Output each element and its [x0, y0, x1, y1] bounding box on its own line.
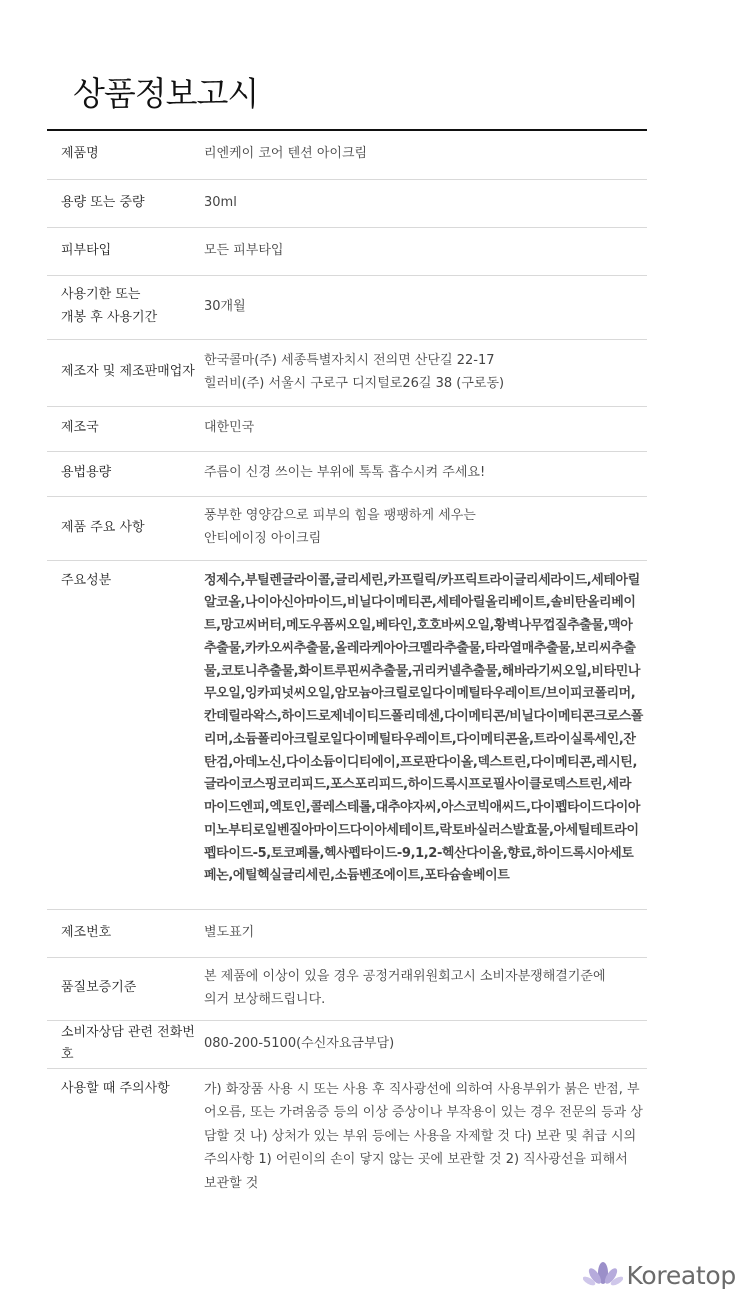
row-usage — [47, 451, 647, 496]
row-country — [47, 406, 647, 451]
value-key-features: 풍부한 영양감으로 피부의 힘을 팽팽하게 세우는 안티에이징 아이크림 — [203, 496, 647, 560]
label-quality: 품질보증기준 — [47, 957, 203, 1020]
brand-logo — [583, 1260, 736, 1290]
row-manufacturer — [47, 339, 647, 406]
brand-name: Koreatop — [626, 1260, 736, 1290]
row-precautions — [47, 1069, 647, 1196]
value-product-name: 리엔케이 코어 텐션 아이크림 — [203, 131, 647, 179]
label-lot-number: 제조번호 — [47, 909, 203, 957]
value-ingredients: 정제수,부틸렌글라이콜,글리세린,카프릴릭/카프릭트라이글리세라이드,세테아릴알코올,나이아신아마이드,비닐다이메티콘,세테아릴올리베이트,솔비탄올리베이트,망고씨버터,메도우폼씨오일,베타인,호호바씨오일,황벽나무껍질추출물,맥아추출물,카카오씨추출물,올레라케아아크멜라추출물,타라열매추출물,보리씨추출물,코토니추출물,화이트루핀씨추출물,귀리커넬추출물,해바라기씨오일,비타민나무오일,잉카피넛씨오일,암모늄아크릴로일다이메틸타우레이트/브이피코폴리머,칸데릴라왁스,하이드로제네이티드폴리데센,다이메티콘/비닐다이메티콘크로스폴리머,소듐폴리아크릴로일다이메틸타우레이트,다이메티콘올,트라이실록세인,잔탄검,아데노신,다이소듐이디티에이,프로판다이올,덱스트린,다이메티콘,레시틴,글라이코스핑코리피드,포스포리피드,하이드록시프로필사이클로덱스트린,세라마이드엔피,엑토인,콜레스테롤,대추야자씨,아스코빅애씨드,다이펩타이드다이아미노부티로일벤질아마이드다이아세테이트,락토바실러스발효물,아세틸테트라이펩타이드-5,토코페롤,헥사펩타이드-9,1,2-헥산다이올,향료,하이드록시아세토페논,에틸헥실글리세린,소듐벤조에이트,포타슘솔베이트 — [203, 560, 647, 909]
value-precautions: 가) 화장품 사용 시 또는 사용 후 직사광선에 의하여 사용부위가 붉은 반점, 부어오름, 또는 가려움증 등의 이상 증상이나 부작용이 있는 경우 전문의 등과 상담할 것 나) 상처가 있는 부위 등에는 사용을 자제할 것 다) 보관 및 취급 시의 주의사항 1) 어린이의 손이 닿지 않는 곳에 보관할 것 2) 직사광선을 피해서 보관할 것 — [204, 1082, 643, 1191]
label-country: 제조국 — [47, 406, 203, 451]
label-volume: 용량 또는 중량 — [47, 179, 203, 227]
value-usage: 주름이 신경 쓰이는 부위에 톡톡 흡수시켜 주세요! — [203, 451, 647, 496]
row-product-name — [47, 131, 647, 179]
label-precautions: 사용할 때 주의사항 — [61, 1081, 170, 1096]
row-skin-type — [47, 227, 647, 275]
label-phone: 소비자상담 관련 전화번호 — [47, 1020, 203, 1069]
value-manufacturer: 한국콜마(주) 세종특별자치시 전의면 산단길 22-17 힐러비(주) 서울시 구로구 디지털로26길 38 (구로동) — [203, 339, 647, 406]
label-expiry: 사용기한 또는 개봉 후 사용기간 — [47, 275, 203, 339]
value-country: 대한민국 — [203, 406, 647, 451]
product-info-table — [47, 131, 647, 1196]
value-skin-type: 모든 피부타입 — [203, 227, 647, 275]
label-skin-type: 피부타입 — [47, 227, 203, 275]
label-manufacturer: 제조자 및 제조판매업자 — [47, 339, 203, 406]
label-key-features: 제품 주요 사항 — [47, 496, 203, 560]
lotus-icon — [583, 1260, 623, 1290]
label-usage: 용법용량 — [47, 451, 203, 496]
label-ingredients: 주요성분 — [47, 560, 203, 909]
value-quality: 본 제품에 이상이 있을 경우 공정거래위원회고시 소비자분쟁해결기준에 의거 보상해드립니다. — [203, 957, 647, 1020]
row-quality — [47, 957, 647, 1020]
label-product-name: 제품명 — [47, 131, 203, 179]
row-key-features — [47, 496, 647, 560]
value-phone: 080-200-5100(수신자요금부담) — [203, 1020, 647, 1069]
value-expiry: 30개월 — [203, 275, 647, 339]
row-lot-number — [47, 909, 647, 957]
value-volume: 30ml — [203, 179, 647, 227]
page-title: 상품정보고시 — [73, 74, 259, 113]
row-ingredients — [47, 560, 647, 909]
row-expiry — [47, 275, 647, 339]
row-phone — [47, 1020, 647, 1069]
value-lot-number: 별도표기 — [203, 909, 647, 957]
row-volume — [47, 179, 647, 227]
